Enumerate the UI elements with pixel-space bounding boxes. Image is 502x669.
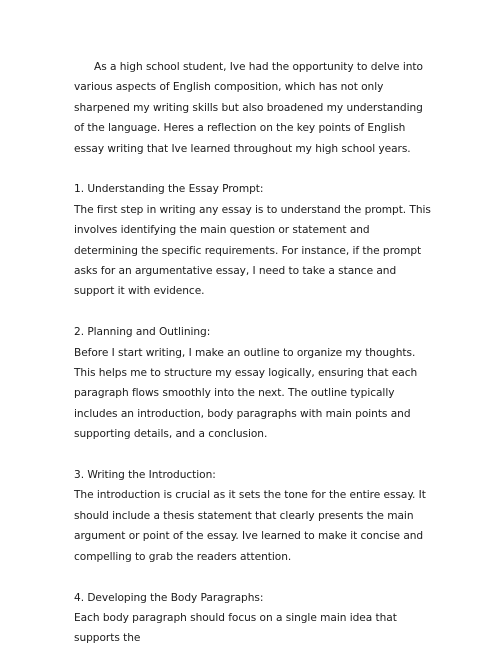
- section-heading: 2. Planning and Outlining:: [74, 326, 211, 339]
- section-writing-introduction: [74, 465, 432, 567]
- section-body: Each body paragraph should focus on a single main idea that supports the: [74, 611, 397, 645]
- section-body: Before I start writing, I make an outline to organize my thoughts. This helps me to structure my essay logically, ensuring that each paragraph flows smoothly into the next. The outline typically includes an introduction, body paragraphs with main points and supporting details, and a conclusion.: [74, 346, 418, 441]
- section-heading: 4. Developing the Body Paragraphs:: [74, 591, 264, 604]
- intro-paragraph: As a high school student, Ive had the opportunity to delve into various aspects of English composition, which has not only sharpened my writing skills but also broadened my understanding of the language. Heres a reflection on the key points of English essay writing that Ive learned throughout my high school years.: [74, 61, 423, 155]
- section-body-paragraphs: [74, 588, 432, 649]
- section-heading: 1. Understanding the Essay Prompt:: [74, 183, 264, 196]
- section-heading: 3. Writing the Introduction:: [74, 469, 216, 482]
- section-body: The introduction is crucial as it sets the tone for the entire essay. It should include a thesis statement that clearly presents the main argument or point of the essay. Ive learned to make it concise and compelling to grab the readers attention.: [74, 489, 426, 563]
- section-planning-outlining: [74, 322, 432, 444]
- document-page: [74, 57, 432, 669]
- section-understanding-prompt: [74, 179, 432, 301]
- section-body: The first step in writing any essay is to understand the prompt. This involves identifying the main question or statement and determining the specific requirements. For instance, if the prompt asks for an argumentative essay, I need to take a stance and support it with evidence.: [74, 203, 431, 298]
